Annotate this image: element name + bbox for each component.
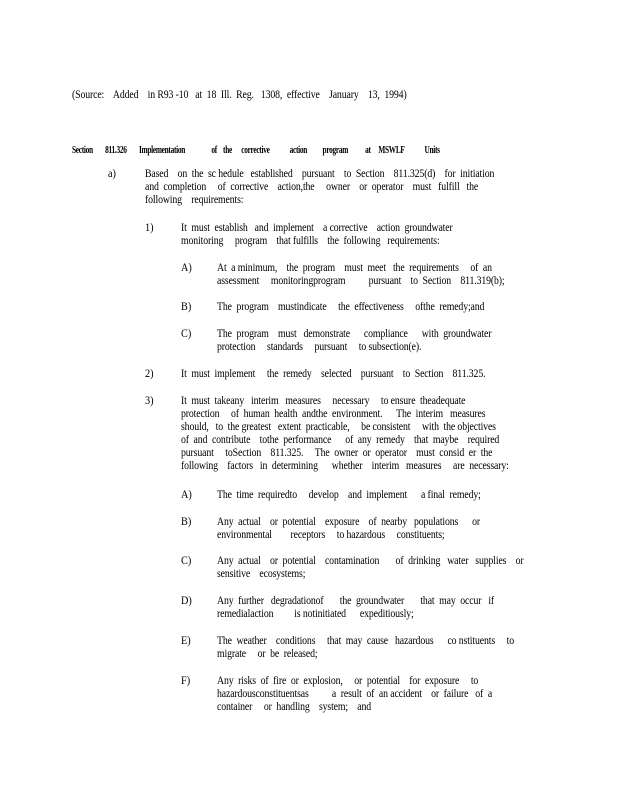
item-1c-line: protection standards pursuant to subsection(e). xyxy=(217,341,422,353)
item-2-line: It must implement the remedy selected pursuant to Section 811.325. xyxy=(181,368,486,380)
item-1a-line: assessment monitoringprogram pursuant to Section 811.319(b); xyxy=(217,275,505,287)
item-3-marker: 3) xyxy=(145,395,154,407)
item-3f xyxy=(217,675,537,714)
item-3d-line: Any further degradationof the groundwater that may occur if xyxy=(217,595,495,607)
item-3-line: of and contribute tothe performance of any remedy that maybe required xyxy=(181,434,500,446)
paragraph-a-line: Based on the sc hedule established pursuant to Section 811.325(d) for initiation xyxy=(145,168,495,180)
item-3c-line: Any actual or potential contamination of drinking water supplies or xyxy=(217,555,524,567)
item-3b xyxy=(217,516,523,542)
item-3a xyxy=(217,489,524,502)
item-3e-line: migrate or be released; xyxy=(217,648,318,660)
item-1a-marker: A) xyxy=(181,262,192,274)
item-3f-line: hazardousconstituentsas a result of an accident or failure of a xyxy=(217,688,493,700)
item-3f-line: Any risks of fire or explosion, or potential for exposure to xyxy=(217,675,479,687)
item-1c xyxy=(217,328,536,354)
item-3a-marker: A) xyxy=(181,489,192,501)
item-3-line: pursuant toSection 811.325. The owner or operator must consid er the xyxy=(181,447,493,459)
item-1-line: It must establish and implement a corrective action groundwater xyxy=(181,222,453,234)
item-1a-line: At a minimum, the program must meet the requirements of an xyxy=(217,262,492,274)
item-3-line: following factors in determining whether interim measures are necessary: xyxy=(181,460,509,472)
item-3b-marker: B) xyxy=(181,516,192,528)
item-3b-line: environmental receptors to hazardous constituents; xyxy=(217,529,445,541)
paragraph-a-line: following requirements: xyxy=(145,194,244,206)
paragraph-a-marker: a) xyxy=(108,168,116,180)
item-3b-line: Any actual or potential exposure of nearby populations or xyxy=(217,516,481,528)
item-1b xyxy=(217,301,528,314)
item-1 xyxy=(181,222,497,248)
item-3f-line: container or handling system; and xyxy=(217,701,372,713)
item-3e-marker: E) xyxy=(181,635,191,647)
item-3 xyxy=(181,395,562,473)
item-1c-marker: C) xyxy=(181,328,192,340)
paragraph-a-line: and completion of corrective action,the owner or operator must fulfill the xyxy=(145,181,479,193)
item-3a-line: The time requiredto develop and implement a final remedy; xyxy=(217,489,481,501)
item-3e-line: The weather conditions that may cause hazardous co nstituents to xyxy=(217,635,514,647)
paragraph-a xyxy=(145,168,551,207)
item-3f-marker: F) xyxy=(181,675,191,687)
item-1a xyxy=(217,262,551,288)
item-3c-line: sensitive ecosystems; xyxy=(217,568,306,580)
item-1-marker: 1) xyxy=(145,222,154,234)
item-3e xyxy=(217,635,562,661)
item-3-line: protection of human health andthe environment. The interim measures xyxy=(181,408,486,420)
item-1b-line: The program mustindicate the effectiveness ofthe remedy;and xyxy=(217,301,485,313)
item-1b-marker: B) xyxy=(181,301,192,313)
item-3d-marker: D) xyxy=(181,595,192,607)
item-1-line: monitoring program that fulfills the following requirements: xyxy=(181,235,440,247)
item-3-line: should, to the greatest extent practicable, be consistent with the objectives xyxy=(181,421,496,433)
item-3d-line: remedialaction is notinitiated expeditiously; xyxy=(217,608,414,620)
item-2-marker: 2) xyxy=(145,368,154,380)
item-2 xyxy=(181,368,535,381)
item-3d xyxy=(217,595,539,621)
section-heading: Section 811.326 Implementation of the corrective action program at MSWLF Units xyxy=(72,145,440,156)
source-note: (Source: Added in R93 -10 at 18 Ill. Reg. 1308, effective January 13, 1994) xyxy=(72,89,407,101)
item-3c-marker: C) xyxy=(181,555,192,567)
item-3c xyxy=(217,555,573,581)
item-1c-line: The program must demonstrate compliance with groundwater xyxy=(217,328,492,340)
item-3-line: It must takeany interim measures necessary to ensure theadequate xyxy=(181,395,466,407)
